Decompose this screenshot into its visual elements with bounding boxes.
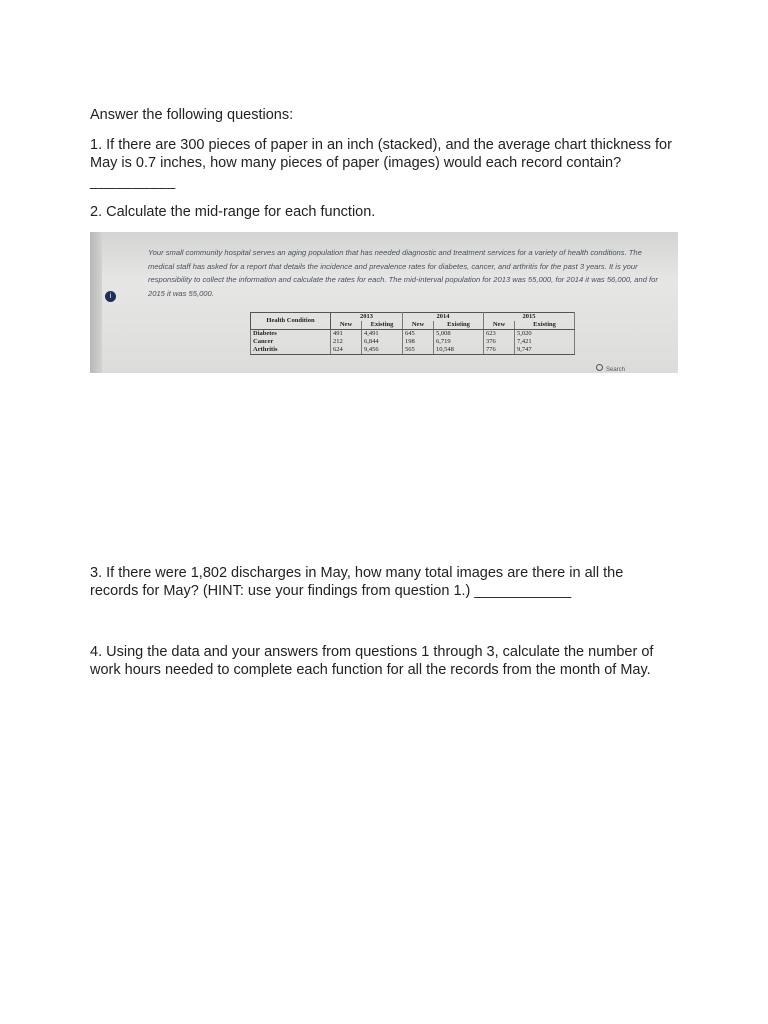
condition-cell: Arthritis xyxy=(251,346,331,355)
question-3: 3. If there were 1,802 discharges in May, how many total images are there in all the records for May? (HINT: use your findings from question 1.) ____________ xyxy=(90,565,624,599)
table-cell: 212 xyxy=(331,338,362,346)
new-header: New xyxy=(484,321,515,330)
table-cell: 623 xyxy=(484,330,515,339)
question-1: 1. If there are 300 pieces of paper in an inch (stacked), and the average chart thickness for May is 0.7 inches, how many pieces of paper (images) would each record contain? xyxy=(90,137,672,171)
existing-header: Existing xyxy=(515,321,575,330)
table-row xyxy=(251,346,575,355)
condition-cell: Diabetes xyxy=(251,330,331,339)
instructions-text: Answer the following questions: xyxy=(90,107,294,123)
year-header: 2015 xyxy=(484,313,575,322)
question-2: 2. Calculate the mid-range for each function. xyxy=(90,204,376,220)
table-cell: 376 xyxy=(484,338,515,346)
table-cell: 7,421 xyxy=(515,338,575,346)
table-cell: 6,719 xyxy=(434,338,484,346)
table-header-row xyxy=(251,313,575,322)
year-header: 2013 xyxy=(331,313,403,322)
table-cell: 9,747 xyxy=(515,346,575,355)
question-4: 4. Using the data and your answers from questions 1 through 3, calculate the number of work hours needed to complete each function for all the records from the month of May. xyxy=(90,644,654,678)
new-header: New xyxy=(331,321,362,330)
table-cell: 624 xyxy=(331,346,362,355)
table-cell: 491 xyxy=(331,330,362,339)
info-icon: i xyxy=(105,291,116,302)
year-header: 2014 xyxy=(403,313,484,322)
table-row xyxy=(251,338,575,346)
condition-header: Health Condition xyxy=(251,313,331,330)
table-cell: 776 xyxy=(484,346,515,355)
table-cell: 10,548 xyxy=(434,346,484,355)
condition-cell: Cancer xyxy=(251,338,331,346)
table-cell: 565 xyxy=(403,346,434,355)
table-cell: 198 xyxy=(403,338,434,346)
search-box xyxy=(596,364,634,373)
table-cell: 9,456 xyxy=(362,346,403,355)
table-cell: 645 xyxy=(403,330,434,339)
health-condition-table xyxy=(250,312,575,355)
table-cell: 4,491 xyxy=(362,330,403,339)
existing-header: Existing xyxy=(362,321,403,330)
new-header: New xyxy=(403,321,434,330)
table-cell: 6,844 xyxy=(362,338,403,346)
table-cell: 5,008 xyxy=(434,330,484,339)
search-icon xyxy=(596,364,603,371)
answer-blank-1: __________ xyxy=(90,174,176,190)
search-label: Search xyxy=(606,367,626,373)
scenario-text: Your small community hospital serves an aging population that has needed diagnostic and treatment services for a variety of health conditions. The medical staff has asked for a report that details the incidence and prevalence rates for diabetes, cancer, and arthritis for the past 3 years. It is your responsibility to collect the information and calculate the rates for each. The mid-interval population for 2013 was 55,000, for 2014 it was 56,000, and for 2015 it was 55,000. xyxy=(148,248,658,298)
table-row xyxy=(251,330,575,339)
table-cell: 5,020 xyxy=(515,330,575,339)
existing-header: Existing xyxy=(434,321,484,330)
photo-edge xyxy=(90,232,102,373)
